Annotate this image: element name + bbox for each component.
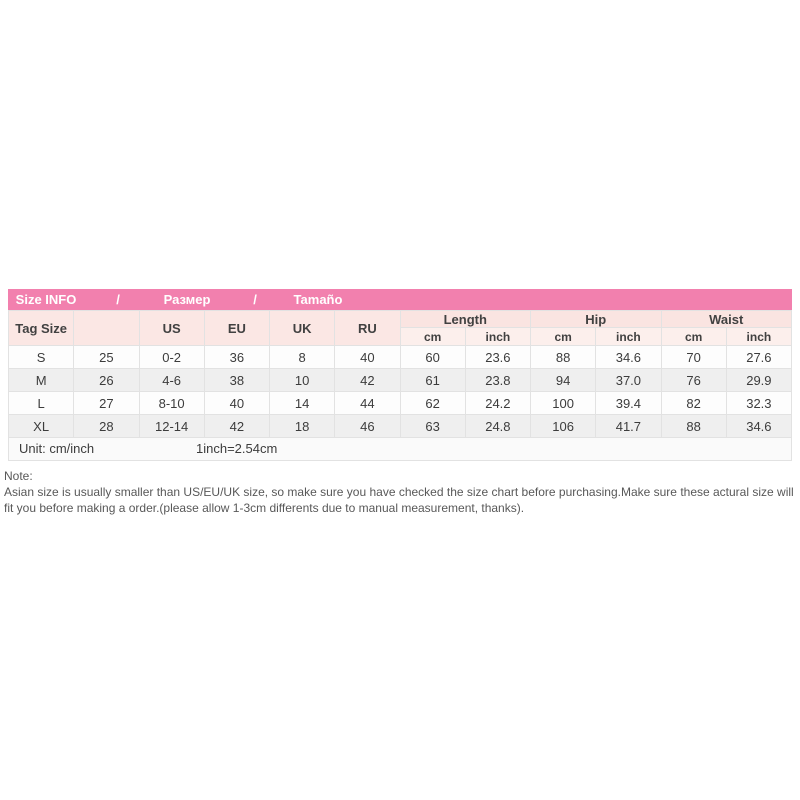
- cell: 24.2: [465, 392, 530, 415]
- cell: L: [9, 392, 74, 415]
- length-cm-header: cm: [400, 328, 465, 346]
- empty-header-cell: [74, 311, 139, 346]
- uk-header: UK: [270, 311, 335, 346]
- cell: 25: [74, 346, 139, 369]
- banner-label-tamano: Tamaño: [293, 292, 343, 307]
- cell: 29.9: [726, 369, 791, 392]
- waist-cm-header: cm: [661, 328, 726, 346]
- length-header: Length: [400, 311, 531, 328]
- cell: 12-14: [139, 415, 204, 438]
- table-row-s: [9, 346, 792, 369]
- cell: 27: [74, 392, 139, 415]
- cell: 82: [661, 392, 726, 415]
- cell: 46: [335, 415, 400, 438]
- eu-header: EU: [204, 311, 269, 346]
- note-section: [4, 468, 798, 516]
- cell: 38: [204, 369, 269, 392]
- hip-header: Hip: [531, 311, 662, 328]
- cell: 106: [531, 415, 596, 438]
- cell: 34.6: [596, 346, 661, 369]
- unit-footer-cell: [9, 438, 792, 461]
- cell: 28: [74, 415, 139, 438]
- us-header: US: [139, 311, 204, 346]
- hip-cm-header: cm: [531, 328, 596, 346]
- cell: 8-10: [139, 392, 204, 415]
- note-heading: Note:: [4, 469, 33, 483]
- hip-inch-header: inch: [596, 328, 661, 346]
- cell: 88: [531, 346, 596, 369]
- cell: 23.8: [465, 369, 530, 392]
- cell: 60: [400, 346, 465, 369]
- table-row-l: [9, 392, 792, 415]
- cell: 62: [400, 392, 465, 415]
- banner-label-razmer: Размер: [163, 292, 211, 307]
- cell: 40: [204, 392, 269, 415]
- cell: 23.6: [465, 346, 530, 369]
- waist-header: Waist: [661, 311, 792, 328]
- cell: 24.8: [465, 415, 530, 438]
- header-row-groups: [9, 311, 792, 328]
- cell: 42: [335, 369, 400, 392]
- cell: 4-6: [139, 369, 204, 392]
- cell: 94: [531, 369, 596, 392]
- cell: 44: [335, 392, 400, 415]
- cell: 0-2: [139, 346, 204, 369]
- cell: 34.6: [726, 415, 791, 438]
- cell: 42: [204, 415, 269, 438]
- note-body: Asian size is usually smaller than US/EU/UK size, so make sure you have checked the size chart before purchasing.Make sure these actural size will fit you before making a order.(please allow 1-3cm differents due to manual measurement, thanks).: [4, 485, 794, 515]
- cell: 26: [74, 369, 139, 392]
- waist-inch-header: inch: [726, 328, 791, 346]
- cell: 39.4: [596, 392, 661, 415]
- banner-label-size-info: Size INFO: [15, 292, 77, 307]
- banner-separator: /: [253, 292, 257, 307]
- cell: 88: [661, 415, 726, 438]
- cell: 61: [400, 369, 465, 392]
- cell: 40: [335, 346, 400, 369]
- ru-header: RU: [335, 311, 400, 346]
- cell: 27.6: [726, 346, 791, 369]
- cell: S: [9, 346, 74, 369]
- banner-separator: /: [116, 292, 120, 307]
- cell: 41.7: [596, 415, 661, 438]
- unit-footer-row: [9, 438, 792, 461]
- cell: 100: [531, 392, 596, 415]
- inch-conversion-label: 1inch=2.54cm: [196, 441, 278, 456]
- table-row-xl: [9, 415, 792, 438]
- cell: 63: [400, 415, 465, 438]
- tag-size-header: Tag Size: [9, 311, 74, 346]
- cell: 37.0: [596, 369, 661, 392]
- cell: 32.3: [726, 392, 791, 415]
- size-chart-section: [8, 289, 792, 461]
- length-inch-header: inch: [465, 328, 530, 346]
- cell: M: [9, 369, 74, 392]
- size-chart-table: [8, 310, 792, 461]
- cell: 10: [270, 369, 335, 392]
- cell: XL: [9, 415, 74, 438]
- size-info-banner: [8, 289, 792, 310]
- cell: 76: [661, 369, 726, 392]
- cell: 36: [204, 346, 269, 369]
- cell: 18: [270, 415, 335, 438]
- cell: 8: [270, 346, 335, 369]
- table-row-m: [9, 369, 792, 392]
- cell: 70: [661, 346, 726, 369]
- cell: 14: [270, 392, 335, 415]
- unit-label: Unit: cm/inch: [19, 441, 95, 456]
